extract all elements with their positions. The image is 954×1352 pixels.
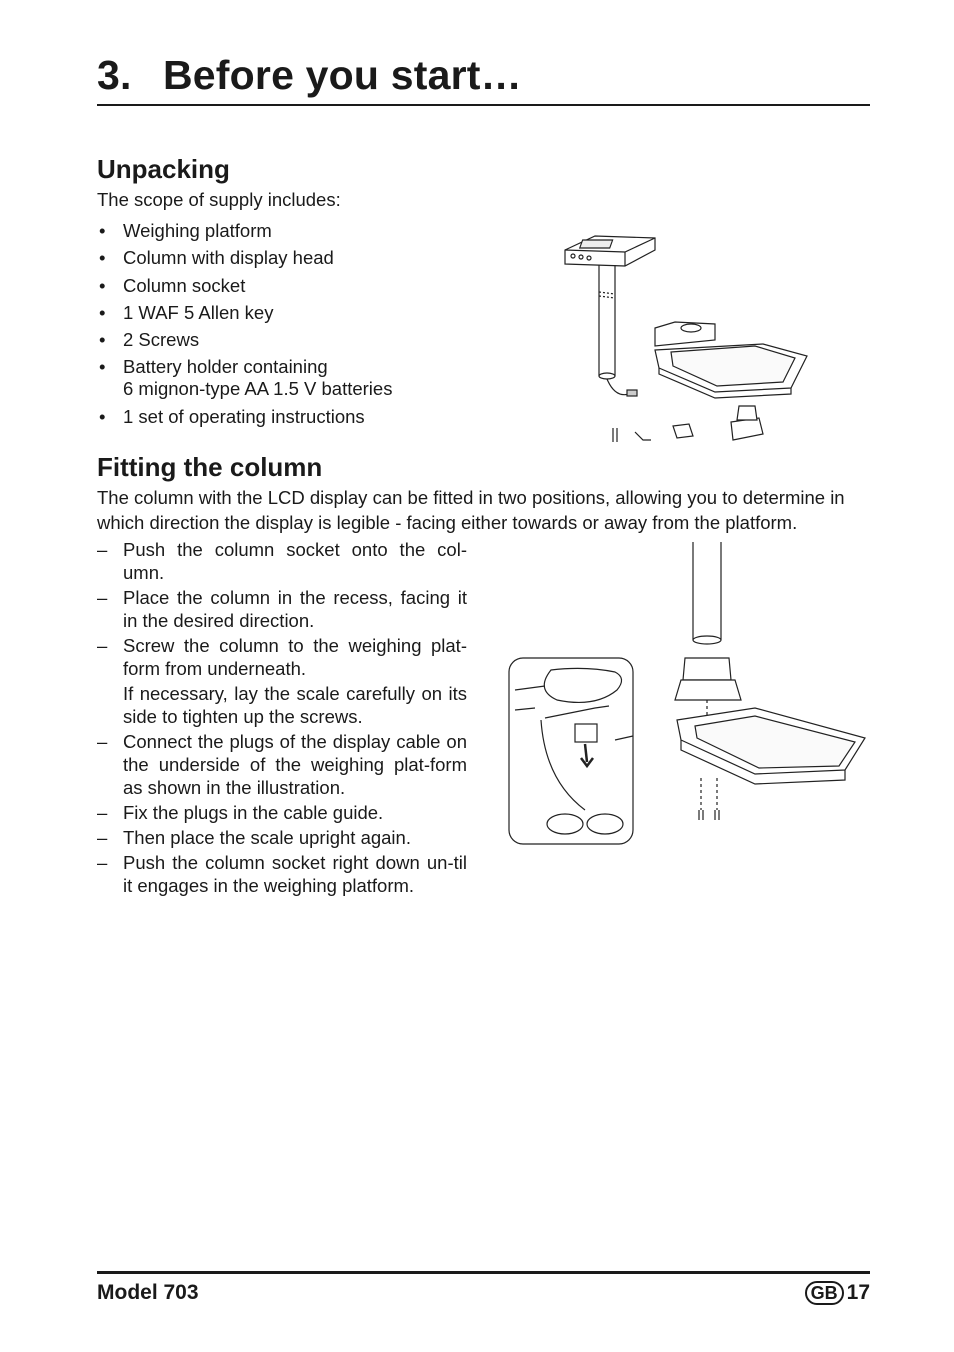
unpacking-intro: The scope of supply includes:: [97, 189, 341, 210]
list-item: • Column socket: [97, 275, 497, 297]
title-divider: [97, 104, 870, 106]
list-item: • Weighing platform: [97, 220, 497, 242]
list-item: – Push the column socket right down un-til it engages in the weighing platform.: [97, 851, 467, 897]
fitting-intro: The column with the LCD display can be fitted in two positions, allowing you to determine in which direction the display is legible - facing either towards or away from the platform.: [97, 487, 845, 533]
page-number: 17: [846, 1281, 870, 1304]
unpacking-heading: Unpacking: [97, 154, 230, 184]
fitting-illustration: [505, 540, 870, 850]
fitting-steps: [97, 538, 467, 899]
list-item: • Column with display head: [97, 247, 497, 269]
chapter-number: 3.: [97, 52, 132, 98]
model-name: Model 703: [97, 1281, 199, 1304]
page-footer-right: [805, 1281, 870, 1305]
list-item: • Battery holder containing 6 mignon-type AA 1.5 V batteries: [97, 356, 497, 400]
list-item: • 1 WAF 5 Allen key: [97, 302, 497, 324]
list-item: – Then place the scale upright again.: [97, 826, 467, 849]
supply-illustration: [555, 228, 815, 450]
chapter-title-text: Before you start…: [163, 52, 522, 98]
list-item: • 1 set of operating instructions: [97, 406, 497, 428]
supply-list: [97, 220, 497, 433]
list-item: • 2 Screws: [97, 329, 497, 351]
chapter-title: [97, 52, 522, 99]
list-item: – Fix the plugs in the cable guide.: [97, 801, 467, 824]
country-badge: GB: [805, 1281, 844, 1305]
list-item: – Connect the plugs of the display cable on the underside of the weighing plat-form as shown in the illustration.: [97, 730, 467, 799]
fitting-heading: Fitting the column: [97, 452, 323, 482]
footer-divider: [97, 1271, 870, 1274]
list-item: – Screw the column to the weighing plat-form from underneath. If necessary, lay the scale carefully on its side to tighten up the screws.: [97, 634, 467, 728]
list-item: – Place the column in the recess, facing it in the desired direction.: [97, 586, 467, 632]
list-item: – Push the column socket onto the col-umn.: [97, 538, 467, 584]
